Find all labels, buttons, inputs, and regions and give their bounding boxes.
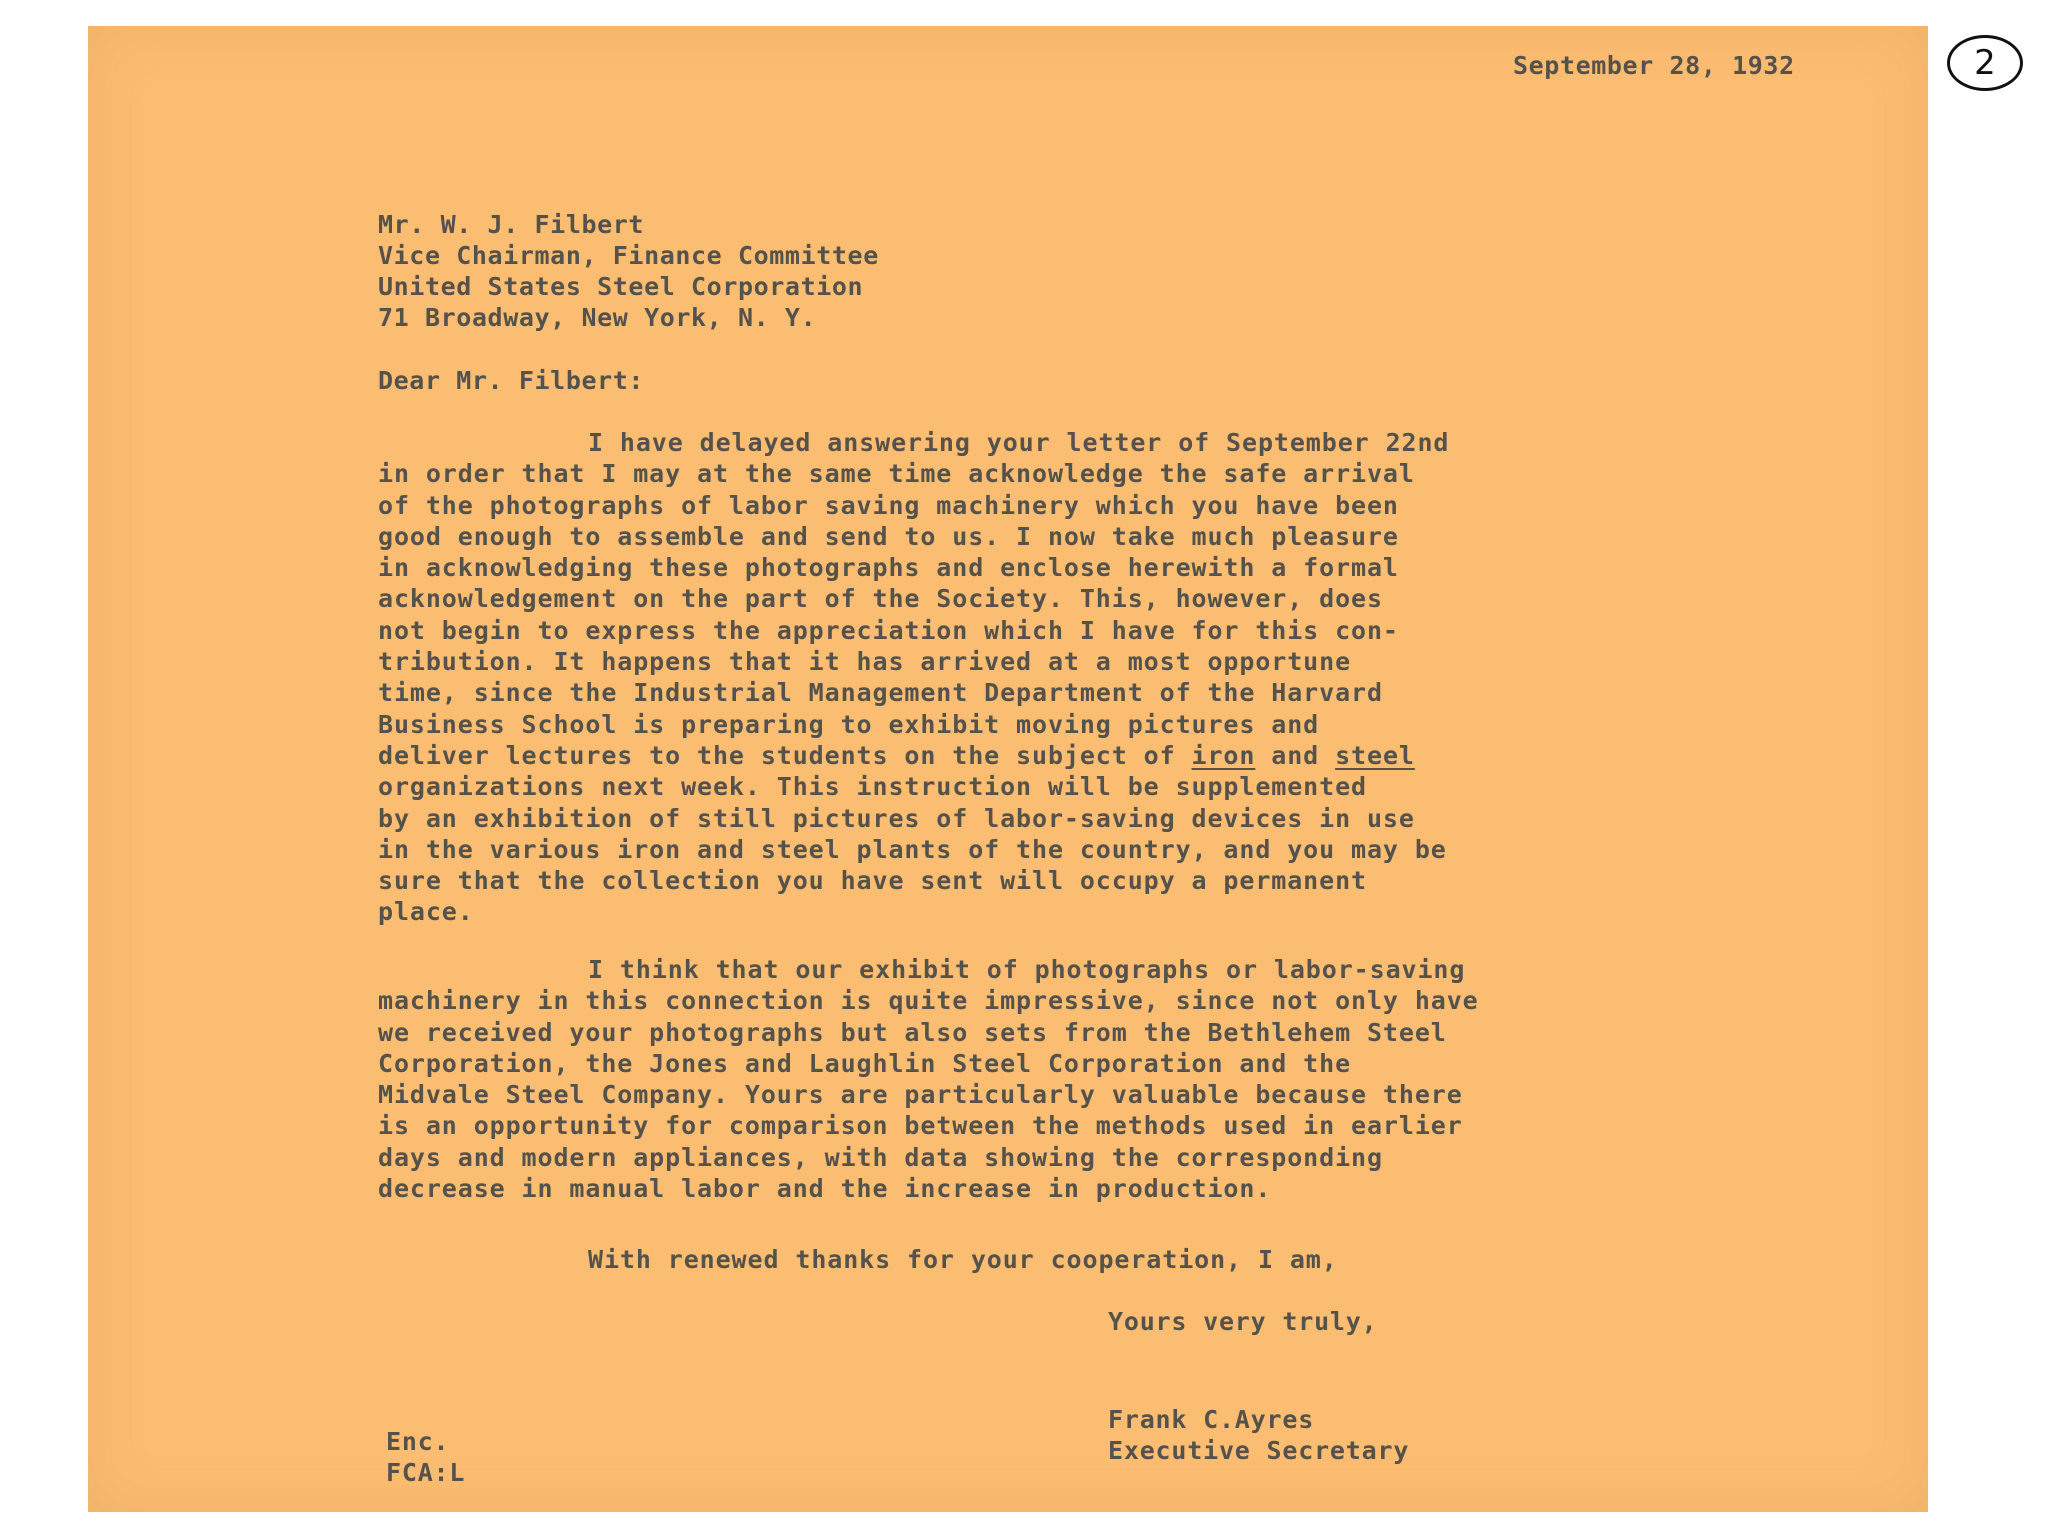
line-text: and <box>1255 740 1336 770</box>
paragraph-line: of the photographs of labor saving machinery which you have been <box>378 490 1399 520</box>
paragraph-line: Midvale Steel Company. Yours are particularly valuable because there <box>378 1080 1463 1110</box>
paragraph-line-underlined <box>378 740 1449 771</box>
body-paragraph-1 <box>378 427 1449 928</box>
signer-name: Frank C.Ayres <box>1108 1405 1315 1434</box>
paragraph-line: not begin to express the appreciation which I have for this con- <box>378 615 1399 645</box>
enclosure-note: Enc. <box>386 1427 450 1456</box>
body-paragraph-2 <box>378 954 1479 1204</box>
page-number-badge: 2 <box>1947 35 2023 91</box>
paragraph-line: good enough to assemble and send to us. I now take much pleasure <box>378 521 1399 551</box>
paragraph-line: is an opportunity for comparison between the methods used in earlier <box>378 1111 1463 1141</box>
salutation: Dear Mr. Filbert: <box>378 366 645 395</box>
paragraph-line: I think that our exhibit of photographs or labor-saving <box>588 955 1466 984</box>
paragraph-line: in order that I may at the same time acknowledge the safe arrival <box>378 459 1415 489</box>
paragraph-line: place. <box>378 897 474 927</box>
addressee-name: Mr. W. J. Filbert <box>378 210 645 239</box>
paragraph-line: by an exhibition of still pictures of labor-saving devices in use <box>378 803 1415 833</box>
paragraph-line: sure that the collection you have sent will occupy a permanent <box>378 866 1367 896</box>
underlined-word-steel: steel <box>1335 740 1415 770</box>
closing-line: With renewed thanks for your cooperation, I am, <box>588 1245 1338 1274</box>
paragraph-line: Business School is preparing to exhibit moving pictures and <box>378 709 1320 739</box>
addressee-title: Vice Chairman, Finance Committee <box>378 241 879 270</box>
line-text: deliver lectures to the students on the subject of <box>378 740 1192 770</box>
reference-initials: FCA:L <box>386 1458 466 1487</box>
paragraph-line: organizations next week. This instruction will be supplemented <box>378 772 1367 802</box>
addressee-address: 71 Broadway, New York, N. Y. <box>378 303 817 332</box>
paragraph-line: in acknowledging these photographs and enclose herewith a formal <box>378 553 1399 583</box>
paragraph-line: I have delayed answering your letter of September 22nd <box>588 428 1450 457</box>
paragraph-line: Corporation, the Jones and Laughlin Steel Corporation and the <box>378 1048 1352 1078</box>
paragraph-line: we received your photographs but also sets from the Bethlehem Steel <box>378 1017 1447 1047</box>
paragraph-line: tribution. It happens that it has arrived at a most opportune <box>378 647 1352 677</box>
signature-block <box>1108 1404 1409 1466</box>
paragraph-line: decrease in manual labor and the increase in production. <box>378 1174 1272 1204</box>
paragraph-line: time, since the Industrial Management Department of the Harvard <box>378 678 1383 708</box>
addressee-company: United States Steel Corporation <box>378 272 864 301</box>
paragraph-line: machinery in this connection is quite impressive, since not only have <box>378 986 1479 1016</box>
addressee-block <box>378 209 879 333</box>
reference-block <box>386 1426 465 1488</box>
letter-date: September 28, 1932 <box>1513 51 1795 80</box>
paragraph-line: acknowledgement on the part of the Society. This, however, does <box>378 584 1383 614</box>
letter-paper <box>88 26 1928 1512</box>
paragraph-line: days and modern appliances, with data showing the corresponding <box>378 1142 1383 1172</box>
underlined-word-iron: iron <box>1191 740 1256 770</box>
paragraph-line: in the various iron and steel plants of the country, and you may be <box>378 834 1447 864</box>
signer-title: Executive Secretary <box>1108 1436 1410 1465</box>
valediction: Yours very truly, <box>1108 1307 1378 1336</box>
